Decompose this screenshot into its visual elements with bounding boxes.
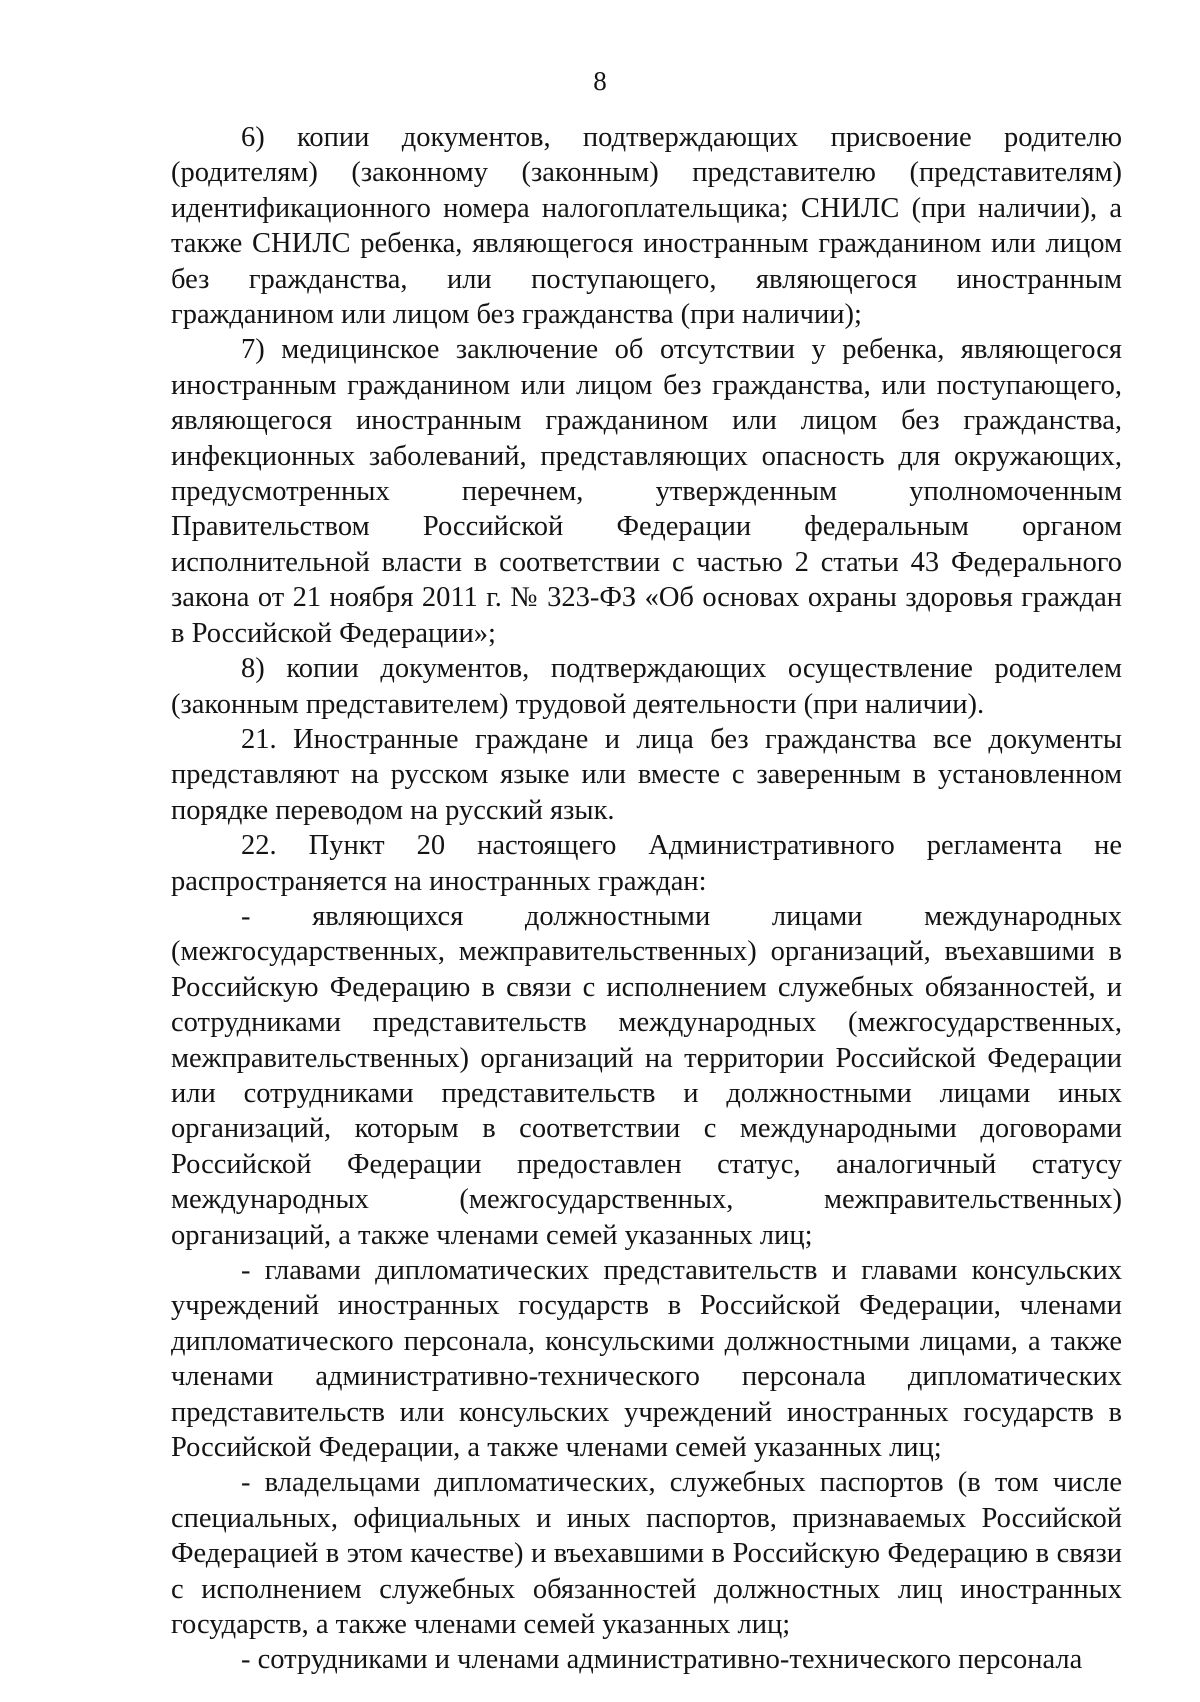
document-body <box>171 120 1122 1678</box>
page-number: 8 <box>593 66 607 96</box>
paragraph-clause-21: 21. Иностранные граждане и лица без гражданства все документы представляют на русском языке или вместе с заверенным в установленном порядке переводом на русский язык. <box>171 723 1122 826</box>
paragraph-clause-22: 22. Пункт 20 настоящего Административного регламента не распространяется на иностранных граждан: <box>171 830 1122 897</box>
paragraph-exception-international-officials: - являющихся должностными лицами международных (межгосударственных, межправительственных) организаций, въехавшими в Российскую Федерацию в связи с исполнением служебных обязанностей, и сотрудниками представительств международных (межгосударственных, межправительственных) организаций на территории Российской Федерации или сотрудниками представительств и должностными лицами иных организаций, которым в соответствии с международными договорами Российской Федерации предоставлен статус, аналогичный статусу международных (межгосударственных, межправительственных) организаций, а также членами семей указанных лиц; <box>171 900 1122 1251</box>
paragraph-item-7: 7) медицинское заключение об отсутствии у ребенка, являющегося иностранным гражданином или лицом без гражданства, или поступающего, являющегося иностранным гражданином или лицом без гражданства, инфекционных заболеваний, представляющих опасность для окружающих, предусмотренных перечнем, утвержденным уполномоченным Правительством Российской Федерации федеральным органом исполнительной власти в соответствии с частью 2 статьи 43 Федерального закона от 21 ноября 2011 г. № 323-ФЗ «Об основах охраны здоровья граждан в Российской Федерации»; <box>171 334 1122 649</box>
paragraph-exception-passport-holders: - владельцами дипломатических, служебных паспортов (в том числе специальных, официальных и иных паспортов, признаваемых Российской Федерацией в этом качестве) и въехавшими в Российскую Федерацию в связи с исполнением служебных обязанностей должностных лиц иностранных государств, а также членами семей указанных лиц; <box>171 1467 1122 1641</box>
paragraph-exception-staff: - сотрудниками и членами административно-технического персонала <box>241 1644 1083 1676</box>
paragraph-exception-diplomatic-heads: - главами дипломатических представительств и главами консульских учреждений иностранных государств в Российской Федерации, членами дипломатического персонала, консульскими должностными лицами, а также членами административно-технического персонала дипломатических представительств или консульских учреждений иностранных государств в Российской Федерации, а также членами семей указанных лиц; <box>171 1255 1122 1464</box>
paragraph-item-6: 6) копии документов, подтверждающих присвоение родителю (родителям) (законному (законным) представителю (представителям) идентификационного номера налогоплательщика; СНИЛС (при наличии), а также СНИЛС ребенка, являющегося иностранным гражданином или лицом без гражданства, или поступающего, являющегося иностранным гражданином или лицом без гражданства (при наличии); <box>171 122 1122 331</box>
paragraph-item-8: 8) копии документов, подтверждающих осуществление родителем (законным представителем) трудовой деятельности (при наличии). <box>171 653 1122 720</box>
